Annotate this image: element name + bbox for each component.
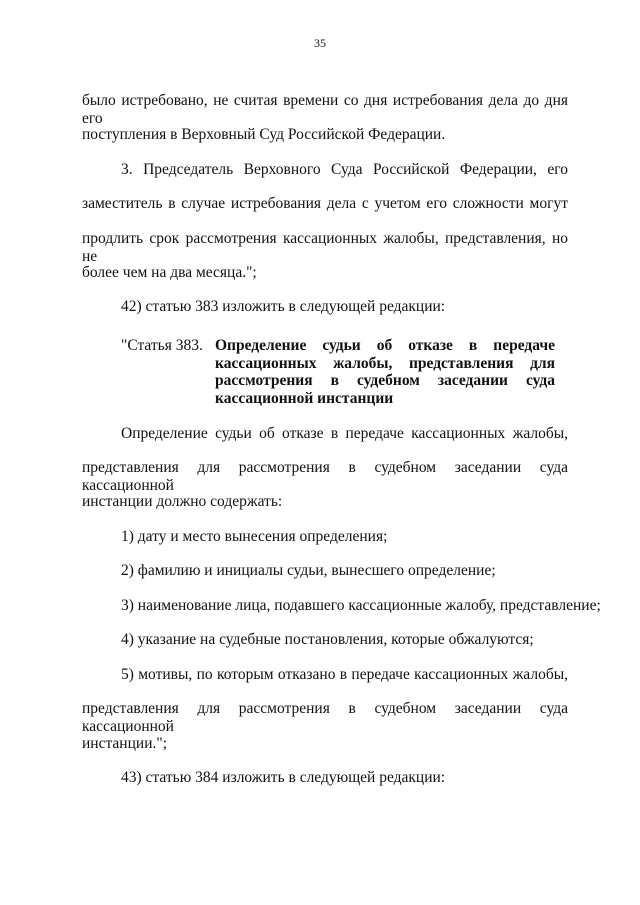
paragraph-line: представления для рассмотрения в судебном заседании суда кассационной — [82, 459, 568, 494]
article-heading — [121, 337, 571, 407]
paragraph-line: Определение судьи об отказе в передаче кассационных жалобы, — [121, 425, 568, 442]
article-title-line: Определение судьи об отказе в передаче — [215, 337, 555, 354]
paragraph-line: поступления в Верховный Суд Российской Федерации. — [82, 126, 446, 143]
list-item: 1) дату и место вынесения определения; — [121, 528, 388, 545]
article-title-line: кассационных жалобы, представления для — [215, 354, 555, 372]
paragraph-line: 43) статью 384 изложить в следующей редакции: — [121, 769, 446, 786]
paragraph-line: инстанции."; — [82, 735, 168, 752]
article-title-line: кассационной инстанции — [215, 389, 394, 407]
paragraph-line: продлить срок рассмотрения кассационных жалобы, представления, но не — [82, 230, 568, 265]
paragraph-line: 3. Председатель Верховного Суда Российской Федерации, его — [121, 161, 568, 178]
paragraph-line: 42) статью 383 изложить в следующей редакции: — [121, 298, 446, 315]
page-number: 35 — [314, 36, 326, 50]
list-item: 4) указание на судебные постановления, которые обжалуются; — [121, 631, 534, 648]
article-title-line: рассмотрения в судебном заседании суда — [215, 372, 555, 389]
article-number: "Статья 383. — [121, 337, 203, 354]
article-title — [215, 337, 555, 407]
paragraph-line: заместитель в случае истребования дела с учетом его сложности могут — [82, 195, 568, 212]
list-item: 3) наименование лица, подавшего кассационные жалобу, представление; — [121, 597, 601, 614]
paragraph-line: инстанции должно содержать: — [82, 493, 283, 510]
list-item: 5) мотивы, по которым отказано в передаче кассационных жалобы, — [121, 666, 568, 683]
list-item: 2) фамилию и инициалы судьи, вынесшего определение; — [121, 562, 496, 579]
paragraph-line: представления для рассмотрения в судебном заседании суда кассационной — [82, 700, 568, 735]
paragraph-line: более чем на два месяца."; — [82, 264, 257, 281]
paragraph-line: было истребовано, не считая времени со дня истребования дела до дня его — [82, 92, 568, 127]
